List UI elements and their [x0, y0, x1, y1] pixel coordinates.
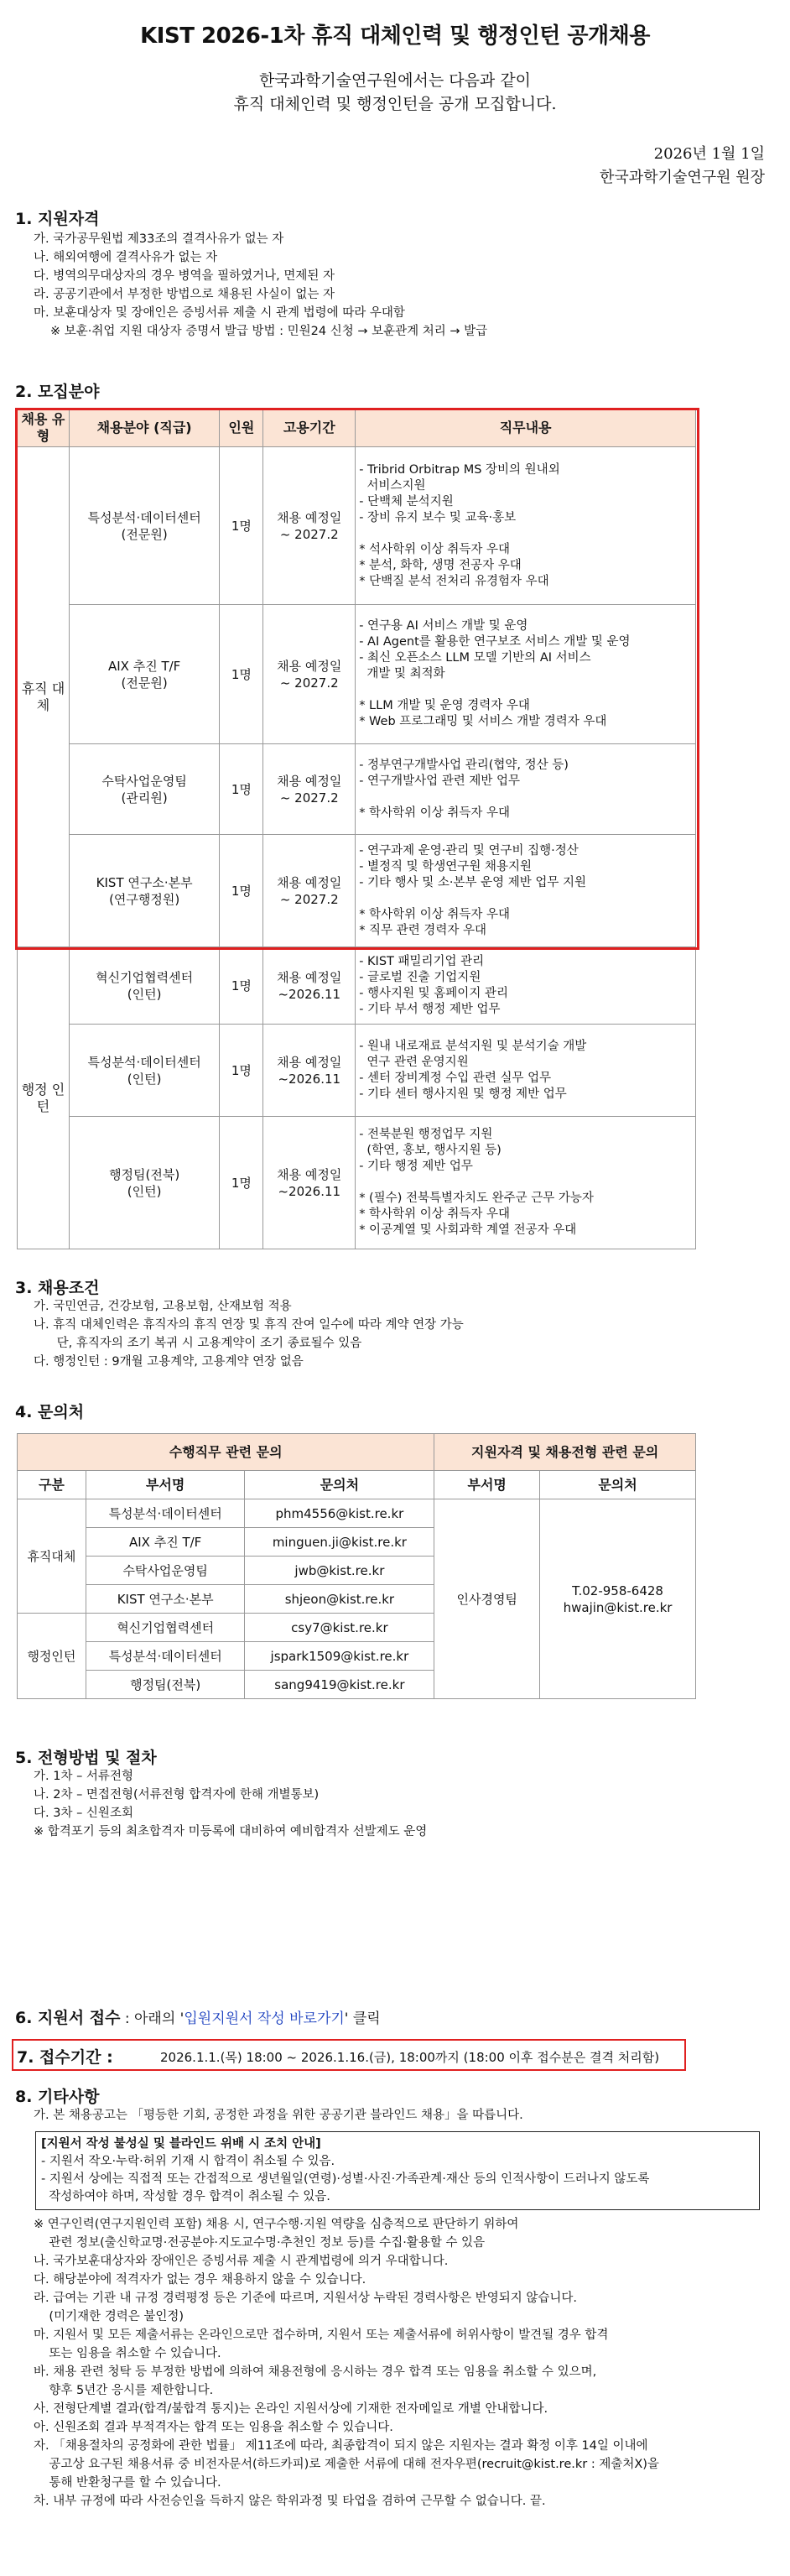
list-item: 아. 신원조회 결과 부적격자는 합격 또는 임용을 취소할 수 있습니다.	[34, 2421, 393, 2434]
duties-cell	[356, 1117, 696, 1249]
page-title: KIST 2026-1차 휴직 대체인력 및 행정인턴 공개채용	[140, 23, 650, 49]
intro-line: 한국과학기술연구원에서는 다음과 같이	[258, 71, 532, 90]
period-start: 채용 예정일	[277, 1054, 342, 1070]
count-cell: 1명	[220, 605, 263, 744]
duty-line: * LLM 개발 및 운영 경력자 우대	[359, 699, 530, 712]
notice-title: [지원서 작성 불성실 및 블라인드 위배 시 조치 안내]	[41, 2137, 321, 2151]
hr-phone: T.02-958-6428	[572, 1583, 663, 1598]
field-cell	[69, 947, 220, 1025]
duty-line: - 단백체 분석지원	[359, 494, 454, 508]
table-row	[18, 947, 696, 1025]
table-subheader-row	[18, 1471, 696, 1499]
field-name: 혁신기업협력센터	[96, 969, 194, 985]
hr-dept-cell: 인사경영팀	[434, 1499, 540, 1699]
email-cell: shjeon@kist.re.kr	[245, 1585, 434, 1614]
col-header: 채용분야 (직급)	[69, 409, 220, 447]
duties-cell	[356, 447, 696, 605]
section-8-list	[34, 2215, 659, 2511]
hr-contact-cell	[540, 1499, 696, 1699]
field-cell	[69, 1117, 220, 1249]
field-cell	[69, 605, 220, 744]
field-grade: (연구행정원)	[109, 891, 180, 907]
field-name: 특성분석·데이터센터	[87, 509, 201, 525]
duty-line: 연구 관련 운영지원	[359, 1055, 469, 1069]
list-item: 단, 휴직자의 조기 복귀 시 고용계약이 조기 종료될수 있음	[34, 1337, 362, 1350]
duty-line: - 기타 부서 행정 제반 업무	[359, 1002, 501, 1016]
list-item: 나. 휴직 대체인력은 휴직자의 휴직 연장 및 휴직 잔여 일수에 따라 계약 연장 가능	[34, 1318, 464, 1332]
list-item: 마. 보훈대상자 및 장애인은 증빙서류 제출 시 관계 법령에 따라 우대함	[34, 306, 405, 320]
col-header: 직무내용	[356, 409, 696, 447]
period-start: 채용 예정일	[277, 773, 342, 789]
period-start: 채용 예정일	[277, 658, 342, 674]
duty-line: * 학사학위 이상 취득자 우대	[359, 1207, 510, 1221]
section-8-intro: 가. 본 채용공고는 「평등한 기회, 공정한 과정을 위한 공공기관 블라인드 채용」을 따릅니다.	[34, 2109, 523, 2122]
dept-cell: 행정팀(전북)	[86, 1671, 245, 1699]
duty-line: - 정부연구개발사업 관리(협약, 정산 등)	[359, 758, 569, 772]
field-grade: (인턴)	[127, 986, 162, 1002]
duty-line: - KIST 패밀리기업 관리	[359, 954, 485, 968]
period-end: ~ 2027.2	[279, 675, 339, 691]
email-cell: jwb@kist.re.kr	[245, 1557, 434, 1585]
recruitment-table	[17, 409, 696, 1249]
list-item: 다. 3차 – 신원조회	[34, 1807, 133, 1820]
table-row	[18, 605, 696, 744]
notice-line: 작성하여야 하며, 작성할 경우 합격이 취소될 수 있음.	[41, 2190, 330, 2203]
section-7-heading: 7. 접수기간 :	[17, 2048, 113, 2067]
list-item: 다. 병역의무대상자의 경우 병역을 필하였거나, 면제된 자	[34, 269, 335, 283]
duty-line: * Web 프로그래밍 및 서비스 개발 경력자 우대	[359, 715, 607, 728]
hr-email: hwajin@kist.re.kr	[563, 1599, 673, 1615]
duty-line: 서비스지원	[359, 478, 426, 493]
duty-line: - 기타 센터 행사지원 및 행정 제반 업무	[359, 1087, 567, 1101]
duty-line	[359, 682, 692, 698]
list-item: 가. 국민연금, 건강보험, 고용보험, 산재보험 적용	[34, 1300, 292, 1313]
section-2-heading: 2. 모집분야	[15, 383, 100, 401]
col-header: 부서명	[434, 1471, 540, 1499]
email-cell: phm4556@kist.re.kr	[245, 1499, 434, 1528]
duty-line: - Tribrid Orbitrap MS 장비의 원내외	[359, 462, 560, 477]
list-item: 가. 국가공무원법 제33조의 결격사유가 없는 자	[34, 232, 284, 246]
list-item: 나. 2차 – 면접전형(서류전형 합격자에 한해 개별통보)	[34, 1788, 320, 1802]
duty-line: - 연구개발사업 관련 제반 업무	[359, 774, 520, 788]
notice-line: - 지원서 작오·누락·허위 기재 시 합격이 취소될 수 있음.	[41, 2155, 335, 2168]
email-cell: jspark1509@kist.re.kr	[245, 1642, 434, 1671]
duty-line: - 별정직 및 학생연구원 채용지원	[359, 859, 532, 873]
list-item: ※ 연구인력(연구지원인력 포함) 채용 시, 연구수행·지원 역량을 심층적으로 판단하기 위하여	[34, 2218, 519, 2231]
list-item: 나. 국가보훈대상자와 장애인은 증빙서류 제출 시 관계법령에 의거 우대합니다.	[34, 2255, 449, 2268]
period-cell	[263, 605, 356, 744]
field-cell	[69, 1025, 220, 1117]
issue-info	[600, 143, 765, 190]
field-name: KIST 연구소·본부	[96, 874, 193, 890]
notice-line: - 지원서 상에는 직접적 또는 간접적으로 생년월일(연령)·성별·사진·가족관계·재산 등의 인적사항이 드러나지 않도록	[41, 2172, 650, 2186]
issuer: 한국과학기술연구원 원장	[600, 169, 765, 186]
duty-line: - 장비 유지 보수 및 교육·홍보	[359, 510, 517, 524]
period-cell	[263, 835, 356, 947]
count-cell: 1명	[220, 744, 263, 835]
list-item: 자. 「채용절차의 공정화에 관한 법률」 제11조에 따라, 최종합격이 되지 않은 지원자는 결과 확정 이후 14일 이내에	[34, 2439, 648, 2453]
count-cell: 1명	[220, 447, 263, 605]
list-item: 또는 임용을 취소할 수 있습니다.	[34, 2347, 221, 2360]
duties-cell	[356, 1025, 696, 1117]
period-cell	[263, 744, 356, 835]
period-end: ~2026.11	[278, 1183, 341, 1199]
count-cell: 1명	[220, 835, 263, 947]
field-grade: (전문원)	[121, 526, 168, 542]
group-label: 행정인턴	[18, 1614, 86, 1699]
list-item: 향후 5년간 응시를 제한합니다.	[34, 2384, 214, 2397]
application-period: 2026.1.1.(목) 18:00 ~ 2026.1.16.(금), 18:00까지 (18:00 이후 접수분은 결격 처리함)	[160, 2050, 660, 2065]
col-header: 고용기간	[263, 409, 356, 447]
duty-line: - 기타 행사 및 소·본부 운영 제반 업무 지원	[359, 875, 587, 889]
period-cell	[263, 1117, 356, 1249]
list-item: 다. 해당분야에 적격자가 없는 경우 채용하지 않을 수 있습니다.	[34, 2273, 366, 2287]
list-item: 차. 내부 규정에 따라 사전승인을 득하지 않은 학위과정 및 타업을 겸하여 근무할 수 없습니다. 끝.	[34, 2495, 546, 2508]
dept-cell: 혁신기업협력센터	[86, 1614, 245, 1642]
duty-line	[359, 1175, 692, 1191]
period-cell	[263, 947, 356, 1025]
duty-line: - 기타 행정 제반 업무	[359, 1160, 473, 1173]
duty-line: - 원내 내로재료 분석지원 및 분석기술 개발	[359, 1039, 587, 1053]
duties-cell	[356, 947, 696, 1025]
period-end: ~ 2027.2	[279, 790, 339, 806]
issue-date: 2026년 1월 1일	[653, 145, 765, 163]
apply-link[interactable]: 입원지원서 작성 바로가기	[184, 2010, 345, 2027]
email-cell: minguen.ji@kist.re.kr	[245, 1528, 434, 1557]
field-cell	[69, 447, 220, 605]
field-grade: (인턴)	[127, 1071, 162, 1087]
section-1-heading: 1. 지원자격	[15, 210, 100, 228]
duty-line: (학연, 홍보, 행사지원 등)	[359, 1144, 502, 1157]
table-header-row	[18, 1434, 696, 1471]
duty-line: - 최신 오픈소스 LLM 모델 기반의 AI 서비스	[359, 651, 591, 665]
duty-line: * 학사학위 이상 취득자 우대	[359, 907, 510, 921]
period-end: ~2026.11	[278, 1071, 341, 1087]
count-cell: 1명	[220, 1117, 263, 1249]
intro-text	[0, 69, 790, 116]
list-item: 통해 반환청구를 할 수 있습니다.	[34, 2476, 221, 2490]
field-name: 행정팀(전북)	[109, 1166, 180, 1182]
col-header: 구분	[18, 1471, 86, 1499]
section-7-box	[12, 2039, 686, 2071]
list-item: 사. 전형단계별 결과(합격/불합격 통지)는 온라인 지원서상에 기재한 전자메일로 개별 안내합니다.	[34, 2402, 548, 2416]
field-name: 수탁사업운영팀	[101, 773, 187, 789]
duty-line: * 석사학위 이상 취득자 우대	[359, 542, 510, 556]
duty-line: * 단백질 분석 전처리 유경험자 우대	[359, 574, 549, 588]
list-item: 가. 1차 – 서류전형	[34, 1770, 133, 1783]
table-row	[18, 447, 696, 605]
intro-line: 휴직 대체인력 및 행정인턴을 공개 모집합니다.	[233, 95, 557, 113]
list-item: (미기재한 경력은 불인정)	[34, 2310, 185, 2323]
duty-line: * (필수) 전북특별자치도 완주군 근무 가능자	[359, 1192, 594, 1205]
list-item: 공고상 요구된 채용서류 중 비전자문서(하드카피)로 제출한 서류에 대해 전자우편(recruit@kist.re.kr : 제출처X)을	[34, 2458, 659, 2471]
section-6	[15, 2005, 381, 2028]
section-6-heading: 6. 지원서 접수	[15, 2009, 121, 2027]
table-row	[18, 835, 696, 947]
dept-cell: AIX 추진 T/F	[86, 1528, 245, 1557]
period-start: 채용 예정일	[277, 969, 342, 985]
period-end: ~2026.11	[278, 986, 341, 1002]
list-item: ※ 보훈·취업 지원 대상자 증명서 발급 방법 : 민원24 신청 → 보훈관계 처리 → 발급	[50, 325, 488, 338]
duty-line: * 직무 관련 경력자 우대	[359, 923, 486, 937]
field-name: 특성분석·데이터센터	[87, 1054, 201, 1070]
list-item: 나. 해외여행에 결격사유가 없는 자	[34, 251, 218, 264]
email-cell: sang9419@kist.re.kr	[245, 1671, 434, 1699]
col-header: 지원자격 및 채용전형 관련 문의	[434, 1434, 696, 1471]
table-header-row	[18, 409, 696, 447]
duty-line: - 전북분원 행정업무 지원	[359, 1128, 493, 1141]
field-grade: (인턴)	[127, 1183, 162, 1199]
duty-line: 개발 및 최적화	[359, 667, 445, 681]
duty-line: - 연구용 AI 서비스 개발 및 운영	[359, 619, 528, 633]
dept-cell: 특성분석·데이터센터	[86, 1642, 245, 1671]
section-6-pre: : 아래의 '	[124, 2010, 185, 2027]
col-header: 부서명	[86, 1471, 245, 1499]
section-1-list	[34, 230, 487, 341]
blind-notice-box	[35, 2131, 760, 2210]
count-cell: 1명	[220, 947, 263, 1025]
period-cell	[263, 1025, 356, 1117]
duties-cell	[356, 835, 696, 947]
section-4-heading: 4. 문의처	[15, 1403, 85, 1421]
table-row	[18, 1117, 696, 1249]
period-end: ~ 2027.2	[279, 891, 339, 907]
field-cell	[69, 744, 220, 835]
dept-cell: 특성분석·데이터센터	[86, 1499, 245, 1528]
section-3-list	[34, 1297, 464, 1371]
list-item: ※ 합격포기 등의 최초합격자 미등록에 대비하여 예비합격자 선발제도 운영	[34, 1825, 428, 1838]
field-cell	[69, 835, 220, 947]
field-name: AIX 추진 T/F	[107, 658, 181, 674]
list-item: 바. 채용 관련 청탁 등 부정한 방법에 의하여 채용전형에 응시하는 경우 합격 또는 임용을 취소할 수 있으며,	[34, 2365, 597, 2379]
group-label: 휴직 대체	[18, 447, 70, 947]
contact-table	[17, 1433, 696, 1699]
duty-line: - 센터 장비계정 수입 관련 실무 업무	[359, 1071, 552, 1085]
duty-line	[359, 891, 692, 907]
period-cell	[263, 447, 356, 605]
list-item: 마. 지원서 및 모든 제출서류는 온라인으로만 접수하며, 지원서 또는 제출서류에 허위사항이 발견될 경우 합격	[34, 2328, 609, 2342]
email-cell: csy7@kist.re.kr	[245, 1614, 434, 1642]
count-cell: 1명	[220, 1025, 263, 1117]
table-row	[18, 744, 696, 835]
section-8-heading: 8. 기타사항	[15, 2088, 100, 2106]
duty-line: * 이공계열 및 사회과학 계열 전공자 우대	[359, 1223, 577, 1237]
period-end: ~ 2027.2	[279, 526, 339, 542]
col-header: 인원	[220, 409, 263, 447]
period-start: 채용 예정일	[277, 874, 342, 890]
field-grade: (관리원)	[121, 790, 168, 806]
list-item: 관련 정보(출신학교명·전공분야·지도교수명·추천인 정보 등)를 수집·활용할 수 있음	[34, 2236, 486, 2250]
period-start: 채용 예정일	[277, 509, 342, 525]
section-5-list	[34, 1767, 427, 1841]
duty-line: - AI Agent를 활용한 연구보조 서비스 개발 및 운영	[359, 635, 631, 649]
duty-line: - 행사지원 및 홈페이지 관리	[359, 986, 508, 1000]
col-header: 문의처	[245, 1471, 434, 1499]
list-item: 다. 행정인턴 : 9개월 고용계약, 고용계약 연장 없음	[34, 1355, 304, 1369]
section-5-heading: 5. 전형방법 및 절차	[15, 1749, 157, 1767]
list-item: 라. 급여는 기관 내 규정 경력평정 등은 기준에 따르며, 지원서상 누락된 경력사항은 반영되지 않습니다.	[34, 2292, 578, 2305]
duties-cell	[356, 605, 696, 744]
table-row	[18, 1025, 696, 1117]
table-row	[18, 1499, 696, 1528]
duty-line	[359, 526, 692, 542]
col-header: 문의처	[540, 1471, 696, 1499]
duty-line: * 분석, 화학, 생명 전공자 우대	[359, 558, 522, 572]
section-3-heading: 3. 채용조건	[15, 1279, 100, 1297]
dept-cell: KIST 연구소·본부	[86, 1585, 245, 1614]
group-label: 행정 인턴	[18, 947, 70, 1249]
col-header: 채용 유형	[18, 409, 70, 447]
duty-line: - 글로벌 진출 기업지원	[359, 970, 481, 984]
duty-line	[359, 790, 692, 806]
section-6-post: ' 클릭	[344, 2010, 381, 2027]
field-grade: (전문원)	[121, 675, 168, 691]
duty-line: * 학사학위 이상 취득자 우대	[359, 806, 510, 820]
duty-line: - 연구과제 운영·관리 및 연구비 집행·정산	[359, 843, 579, 858]
period-start: 채용 예정일	[277, 1166, 342, 1182]
group-label: 휴직대체	[18, 1499, 86, 1614]
list-item: 라. 공공기관에서 부정한 방법으로 채용된 사실이 없는 자	[34, 288, 335, 301]
dept-cell: 수탁사업운영팀	[86, 1557, 245, 1585]
duties-cell	[356, 744, 696, 835]
col-header: 수행직무 관련 문의	[18, 1434, 434, 1471]
